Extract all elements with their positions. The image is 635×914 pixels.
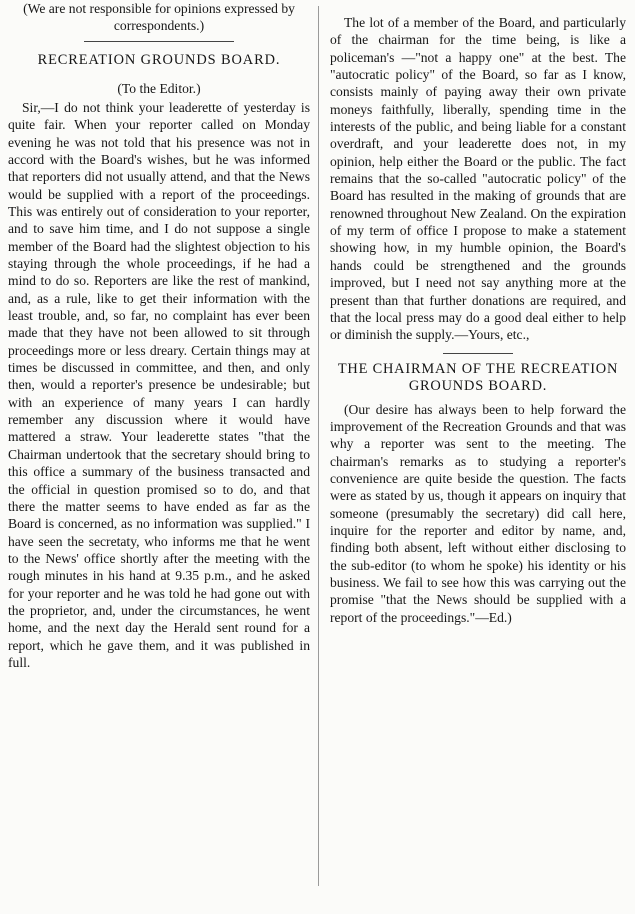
letter-body: Sir,—I do not think your leaderette of yesterday is quite fair. When your reporter called on Monday evening he was not told that his presence was not in accord with the Board's wishes, but he was informed that reporters did not usually attend, and that the News would be supplied with a report of the proceedings. This was entirely out of consideration to your reporter, and to save him time, and I do not suppose a single member of the Board had the slightest objection to his staying through the whole proceedings, if he had a mind to do so. Reporters are like the rest of mankind, and, as a rule, like to get their information with the least trouble, and, so far, no complaint has ever been made that they have not been allowed to sit through proceedings more or less dreary. Certain things may at times be discussed in committee, and then, and only then, would a reporter's presence be undesirable; but with an experience of many years I can hardly remember any discussion where it would have mattered a straw. Your leaderette states "that the Chairman undertook that the secretary should bring to this office a summary of the business transacted and the official in question promised so to do, and that there the matter seems to have ended as far as the Board is concerned, as no information was supplied." I have seen the secretaty, who informs me that he went to the News' office shortly after the meeting with the rough minutes in his hand at 9.35 p.m., and he asked for your reporter and he was told he had gone out with the proprietor, and, under the circumstances, he went home, and the next day the Herald sent round for a report, which he gave them, and it was published in full. [8,99,310,670]
editor-note: (Our desire has always been to help forward the improvement of the Recreation Grounds and that was why a reporter was sent to the meeting. The chairman's remarks as to studying a reporter's convenience are quite beside the question. The facts were as stated by us, though it appears on inquiry that someone (presumably the secretary) did call here, inquire for the reporter and editor by name, and, finding both absent, left without either disclosing to the sub-editor (to whom he spoke) his identity or his business. We fail to see how this was carrying out the promise "that the News should be supplied with a report of the proceedings."—Ed.) [330,401,626,625]
section-divider [84,41,234,42]
letter-signature: THE CHAIRMAN OF THE RECREATION GROUNDS BOARD. [337,360,619,394]
letter-salutation: (To the Editor.) [117,80,201,96]
disclaimer-note: (We are not responsible for opinions expressed by correspondents.) [23,1,295,34]
left-column [8,0,310,671]
right-column [330,14,626,626]
column-divider [318,6,319,886]
signature-divider [443,353,513,354]
letter-headline: RECREATION GROUNDS BOARD. [37,51,281,68]
letter-body-continued: The lot of a member of the Board, and particularly of the chairman for the time being, is like a policeman's —"not a happy one" at the best. The "autocratic policy" of the Board, so far as I know, consists mainly of paying away their own private moneys faithfully, liberally, spending time in the interests of the public, and being liable for a constant overdraft, and your leaderette does not, in my opinion, help either the Board or the public. The fact remains that the so-called "autocratic policy" of the Board has resulted in the making of grounds that are renowned throughout New Zealand. On the expiration of my term of office I propose to make a statement showing how, in my humble opinion, the Board's hands could be strengthened and the grounds improved, but I need not say anything more at the present than that further donations are required, and that the local press may do a good deal either to help or diminish the supply.—Yours, etc., [330,15,626,343]
